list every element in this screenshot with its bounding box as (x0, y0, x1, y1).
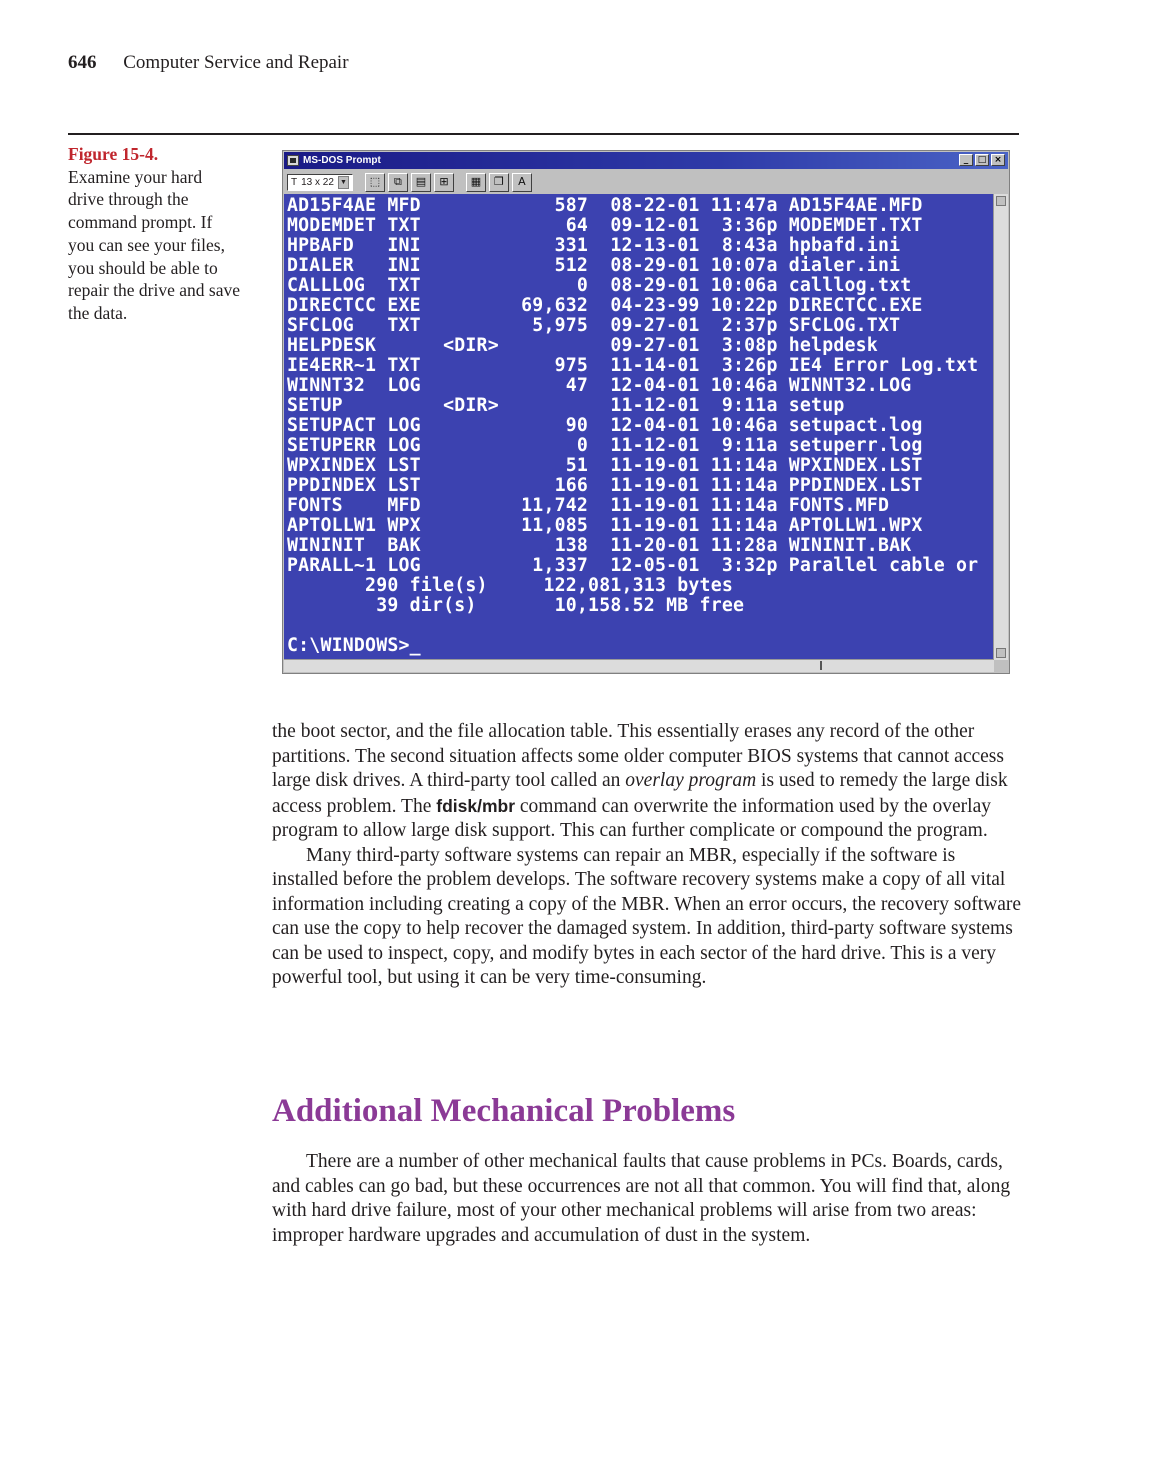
ms-dos-window (282, 150, 1010, 674)
console-line: MODEMDET TXT 64 09-12-01 3:36p MODEMDET.TXT (287, 215, 923, 236)
font-size-select[interactable] (287, 174, 353, 191)
section-heading: Additional Mechanical Problems (272, 1093, 736, 1129)
header-rule (68, 133, 1019, 135)
console-line: SETUP <DIR> 11-12-01 9:11a setup (287, 395, 845, 416)
page-number: 646 (68, 52, 97, 73)
figure-caption-text: Examine your hard drive through the command prompt. If you can see your files, you should be able to repair the drive and save the data. (68, 166, 241, 323)
console-output[interactable] (284, 194, 994, 660)
console-line: SFCLOG TXT 5,975 09-27-01 2:37p SFCLOG.TXT (287, 315, 901, 336)
minimize-button[interactable]: _ (959, 154, 973, 166)
background-icon[interactable]: ❐ (489, 173, 509, 192)
console-line: C:\WINDOWS>_ (287, 635, 421, 656)
properties-icon[interactable]: ▦ (466, 173, 486, 192)
scroll-up-arrow[interactable] (996, 196, 1006, 206)
fullscreen-icon[interactable]: ⊞ (434, 173, 454, 192)
console-line: WININIT BAK 138 11-20-01 11:28a WININIT.BAK (287, 535, 912, 556)
close-button[interactable]: × (991, 154, 1005, 166)
console-line: WINNT32 LOG 47 12-04-01 10:46a WINNT32.LOG (287, 375, 912, 396)
scroll-down-arrow[interactable] (996, 648, 1006, 658)
console-line: 290 file(s) 122,081,313 bytes (287, 575, 733, 596)
paragraph-1: the boot sector, and the file allocation table. This essentially erases any record of the other partitions. The second situation affects some older computer BIOS systems that cannot access large disk drives. A third-party tool called an overlay program is used to remedy the large disk access problem. The fdisk/mbr command can overwrite the information used by the overlay program to allow large disk support. This can further complicate or compound the program. (272, 721, 1008, 841)
console-line: IE4ERR~1 TXT 975 11-14-01 3:26p IE4 Error Log.txt (287, 355, 979, 376)
overlay-program-term: overlay program (625, 770, 757, 791)
console-line: PARALL~1 LOG 1,337 12-05-01 3:32p Parallel cable or (287, 555, 979, 576)
console-line: HELPDESK <DIR> 09-27-01 3:08p helpdesk (287, 335, 878, 356)
window-titlebar[interactable] (284, 152, 1008, 169)
console-line: PPDINDEX LST 166 11-19-01 11:14a PPDINDEX.LST (287, 475, 923, 496)
running-header (68, 52, 349, 74)
console-line: HPBAFD INI 331 12-13-01 8:43a hpbafd.ini (287, 235, 901, 256)
section-body (272, 1150, 1022, 1248)
paragraph-2: Many third-party software systems can repair an MBR, especially if the software is installed before the problem develops. The software recovery systems make a copy of all vital information including creating a copy of the MBR. When an error occurs, the recovery software can use the copy to help recover the damaged system. In addition, third-party software systems can be used to inspect, copy, and modify bytes in each sector of the hard drive. This is a very powerful tool, but using it can be very time-consuming. (272, 844, 1022, 988)
font-select-icon: T (291, 176, 298, 188)
window-title: MS-DOS Prompt (303, 155, 381, 166)
font-size-value: 13 x 22 (301, 176, 334, 188)
mark-icon[interactable]: ⬚ (365, 173, 385, 192)
console-line: CALLLOG TXT 0 08-29-01 10:06a calllog.txt (287, 275, 912, 296)
window-toolbar (284, 170, 1008, 194)
vertical-scrollbar[interactable] (993, 194, 1008, 660)
console-line: FONTS MFD 11,742 11-19-01 11:14a FONTS.MFD (287, 495, 890, 516)
console-line: AD15F4AE MFD 587 08-22-01 11:47a AD15F4AE.MFD (287, 195, 923, 216)
console-line: DIALER INI 512 08-29-01 10:07a dialer.ini (287, 255, 901, 276)
horizontal-scrollbar[interactable] (284, 659, 994, 672)
paste-icon[interactable]: ▤ (411, 173, 431, 192)
font-icon[interactable]: A (512, 173, 532, 192)
console-line: APTOLLW1 WPX 11,085 11-19-01 11:14a APTOLLW1.WPX (287, 515, 923, 536)
running-title: Computer Service and Repair (123, 52, 349, 73)
console-line: DIRECTCC EXE 69,632 04-23-99 10:22p DIRECTCC.EXE (287, 295, 923, 316)
figure-caption (68, 143, 240, 325)
horizontal-scroll-thumb[interactable] (820, 661, 822, 670)
console-line: 39 dir(s) 10,158.52 MB free (287, 595, 745, 616)
fdisk-command: fdisk/mbr (436, 795, 516, 816)
console-line: WPXINDEX LST 51 11-19-01 11:14a WPXINDEX.LST (287, 455, 923, 476)
console-line: SETUPACT LOG 90 12-04-01 10:46a setupact.log (287, 415, 923, 436)
body-text (272, 720, 1022, 991)
console-line: SETUPERR LOG 0 11-12-01 9:11a setuperr.log (287, 435, 923, 456)
copy-icon[interactable]: ⧉ (388, 173, 408, 192)
chevron-down-icon[interactable]: ▼ (338, 176, 349, 189)
ms-dos-icon (287, 155, 299, 166)
section-paragraph-1: There are a number of other mechanical faults that cause problems in PCs. Boards, cards, and cables can go bad, but these occurrences are not all that common. You will find that, along with hard drive failure, most of your other mechanical problems will arise from two areas: improper hardware upgrades and accumulation of dust in the system. (272, 1151, 1011, 1246)
maximize-button[interactable]: □ (975, 154, 989, 166)
figure-label: Figure 15-4. (68, 144, 159, 164)
